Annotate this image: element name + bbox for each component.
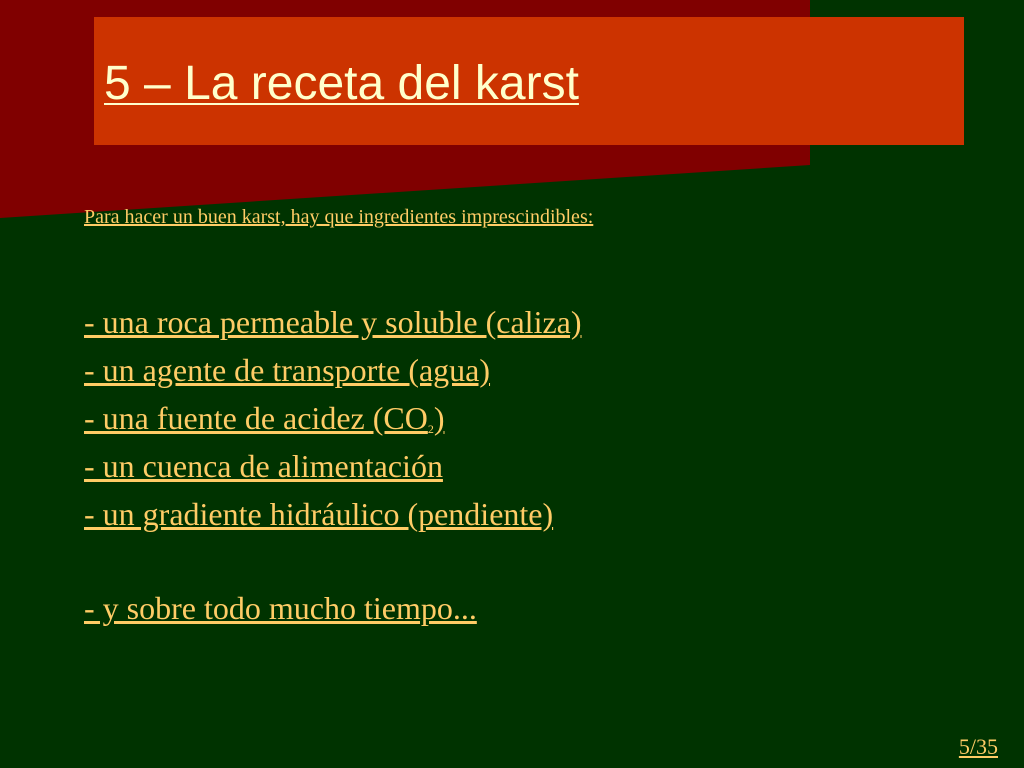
intro-text: Para hacer un buen karst, hay que ingredientes imprescindibles: [84, 206, 594, 228]
ingredient-item [84, 394, 582, 442]
final-line: - y sobre todo mucho tiempo... [84, 590, 477, 626]
subscript-text: 2 [427, 422, 434, 436]
ingredient-item: - un agente de transporte (agua) [84, 352, 491, 388]
ingredient-item: - una roca permeable y soluble (caliza) [84, 304, 582, 340]
ingredient-text: ) [433, 400, 445, 436]
ingredient-item: - un cuenca de alimentación [84, 448, 443, 484]
slide-title: 5 – La receta del karst [104, 57, 579, 110]
page-number-link[interactable]: 5/35 [958, 734, 998, 759]
ingredient-item: - un gradiente hidráulico (pendiente) [84, 496, 554, 532]
ingredients-list [84, 298, 582, 538]
ingredient-text: - una fuente de acidez (CO [84, 400, 428, 436]
